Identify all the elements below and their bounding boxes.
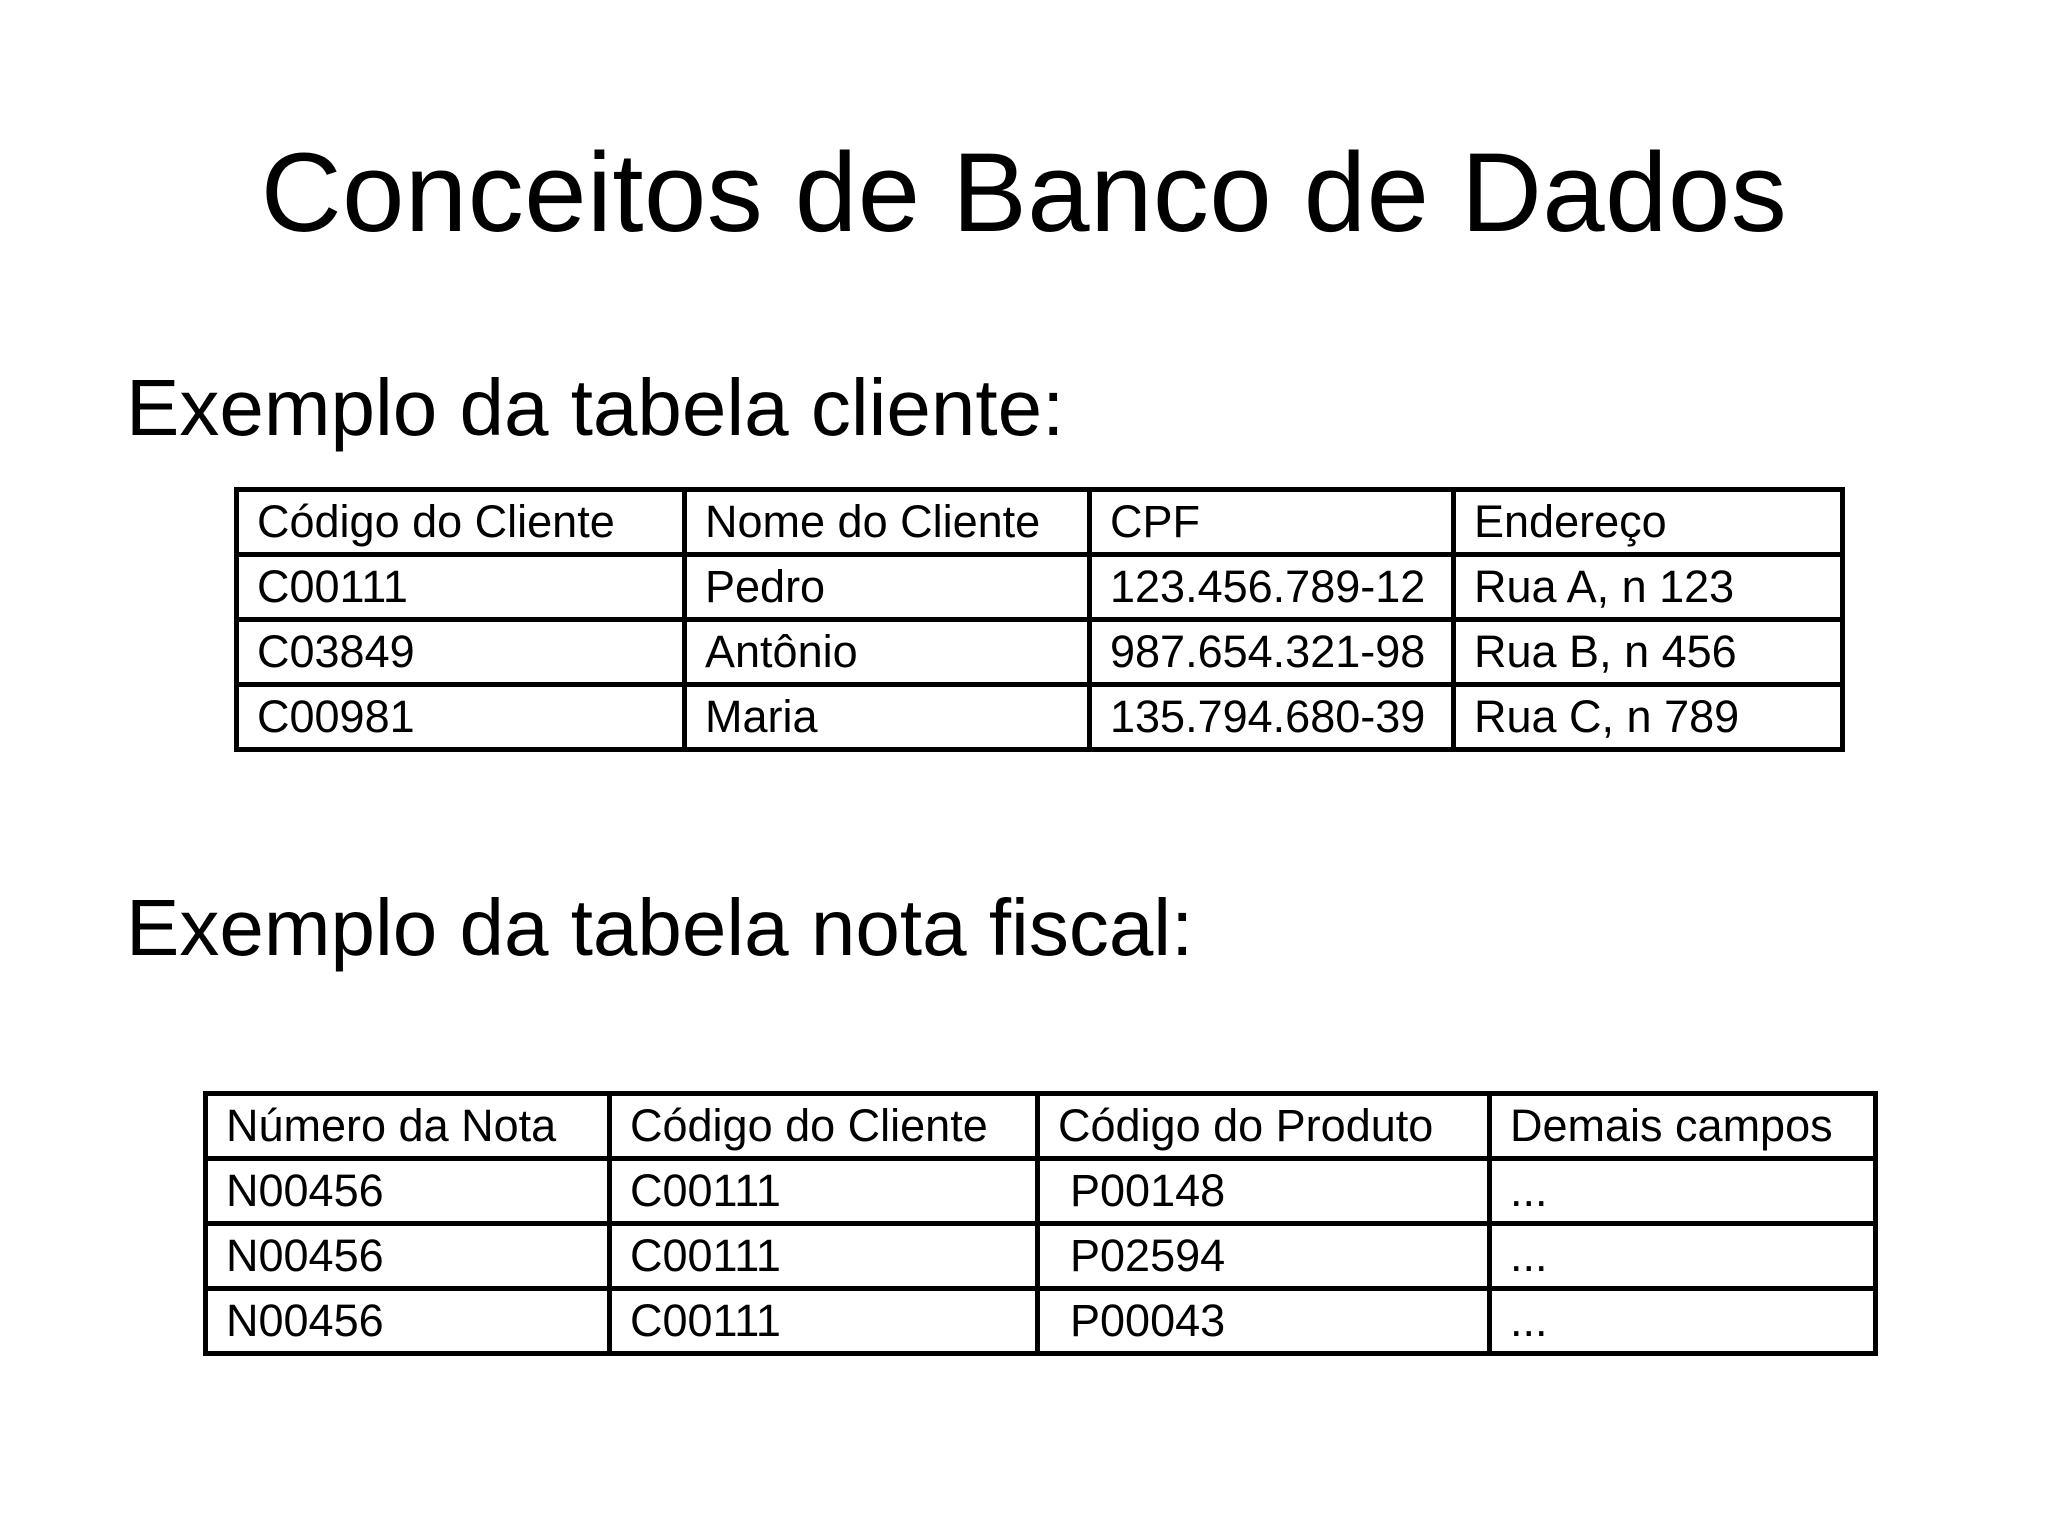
table-cell: C00111 (237, 555, 685, 620)
section-heading-nota: Exemplo da tabela nota fiscal: (126, 883, 1194, 972)
table-row (206, 1289, 1876, 1354)
cliente-table (234, 487, 1845, 752)
table-cell: 123.456.789-12 (1090, 555, 1454, 620)
table-cell: Pedro (685, 555, 1090, 620)
table-cell: N00456 (206, 1224, 610, 1289)
table-cell: C00111 (610, 1289, 1038, 1354)
table-cell: ... (1490, 1159, 1876, 1224)
column-header: Código do Cliente (610, 1094, 1038, 1159)
column-header: Endereço (1454, 490, 1843, 555)
column-header: Código do Produto (1038, 1094, 1490, 1159)
table-cell: Rua A, n 123 (1454, 555, 1843, 620)
table-row (206, 1159, 1876, 1224)
table-cell: Maria (685, 685, 1090, 750)
table-cell: Rua B, n 456 (1454, 620, 1843, 685)
column-header: Número da Nota (206, 1094, 610, 1159)
table-cell: Antônio (685, 620, 1090, 685)
table-cell: ... (1490, 1289, 1876, 1354)
table-cell: C00981 (237, 685, 685, 750)
table-cell: C00111 (610, 1159, 1038, 1224)
table-cell: 987.654.321-98 (1090, 620, 1454, 685)
table-row (237, 620, 1843, 685)
column-header: Código do Cliente (237, 490, 685, 555)
table-cell: P02594 (1038, 1224, 1490, 1289)
table-header-row (237, 490, 1843, 555)
slide-title: Conceitos de Banco de Dados (260, 130, 1788, 255)
table-header-row (206, 1094, 1876, 1159)
section-heading-cliente: Exemplo da tabela cliente: (126, 363, 1065, 452)
table-cell: 135.794.680-39 (1090, 685, 1454, 750)
table-row (206, 1224, 1876, 1289)
column-header: Demais campos (1490, 1094, 1876, 1159)
table-row (237, 555, 1843, 620)
table-row (237, 685, 1843, 750)
table-cell: ... (1490, 1224, 1876, 1289)
table-cell: N00456 (206, 1159, 610, 1224)
table-cell: Rua C, n 789 (1454, 685, 1843, 750)
column-header: Nome do Cliente (685, 490, 1090, 555)
table-cell: C00111 (610, 1224, 1038, 1289)
table-cell: P00148 (1038, 1159, 1490, 1224)
table-cell: N00456 (206, 1289, 610, 1354)
table-cell: C03849 (237, 620, 685, 685)
column-header: CPF (1090, 490, 1454, 555)
nota-fiscal-table (203, 1091, 1878, 1356)
table-cell: P00043 (1038, 1289, 1490, 1354)
